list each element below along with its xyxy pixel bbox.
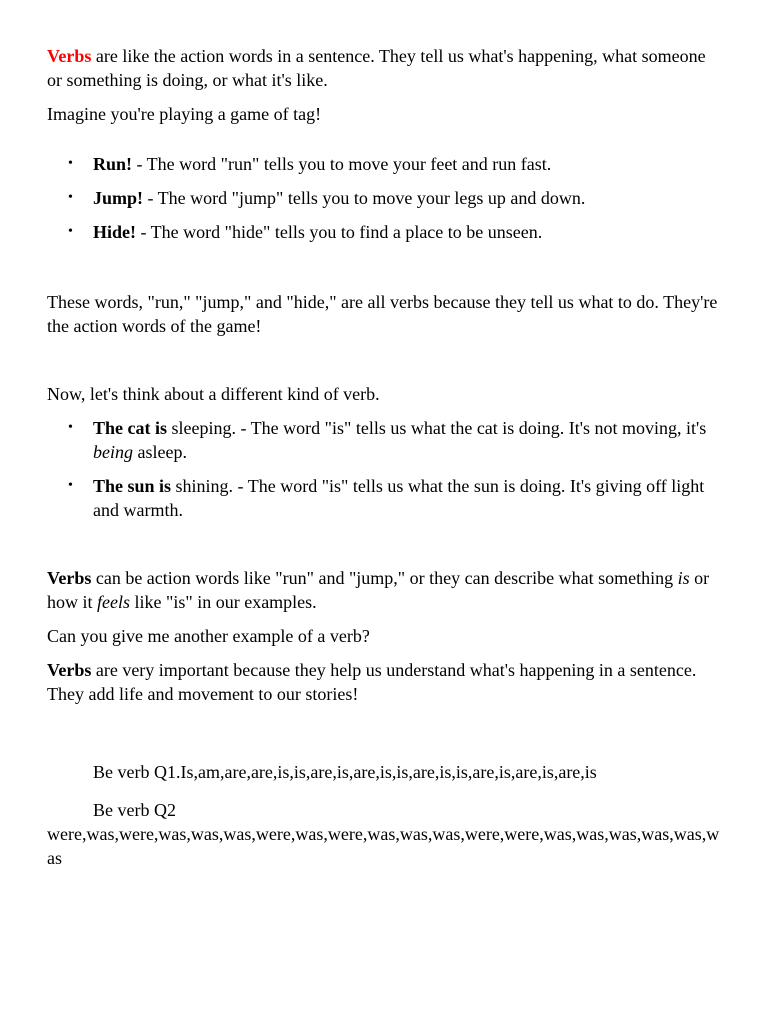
action-summary: These words, "run," "jump," and "hide," are all verbs because they tell us what to do. They're the action words of the game! (47, 292, 718, 336)
list-item-text: - The word "hide" tells you to find a place to be unseen. (136, 222, 543, 242)
question: Can you give me another example of a verb? (47, 626, 370, 646)
importance-paragraph (47, 658, 722, 706)
list-item (47, 474, 722, 522)
list-item-bold: The cat is (93, 418, 167, 438)
list-item-bold: Hide! (93, 222, 136, 242)
intro-text: are like the action words in a sentence. They tell us what's happening, what someone or something is doing, or what it's like. (47, 46, 706, 90)
answers-q2-label: Be verb Q2 (93, 800, 176, 820)
list-item (47, 416, 722, 464)
list-item (47, 152, 722, 176)
importance-term: Verbs (47, 660, 92, 680)
list-item-text: sleeping. - The word "is" tells us what the cat is doing. It's not moving, it's (167, 418, 707, 438)
list-item-bold: Jump! (93, 188, 144, 208)
verbs-describe-term: Verbs (47, 568, 92, 588)
importance-text: are very important because they help us understand what's happening in a sentence. They add life and movement to our stories! (47, 660, 697, 704)
list-item-italic: being (93, 442, 133, 462)
answers-q1: Be verb Q1.Is,am,are,are,is,is,are,is,are,is,is,are,is,is,are,is,are,is,are,is (93, 762, 597, 782)
list-item-text: - The word "run" tells you to move your feet and run fast. (132, 154, 552, 174)
verbs-describe-italic-feels: feels (97, 592, 131, 612)
verbs-describe-paragraph (47, 566, 722, 614)
verbs-describe-text-3: like "is" in our examples. (130, 592, 317, 612)
verbs-describe-italic-is: is (677, 568, 690, 588)
different-kind-intro: Now, let's think about a different kind of verb. (47, 384, 380, 404)
list-item-bold: Run! (93, 154, 133, 174)
verbs-describe-text-2: or how it (47, 568, 710, 612)
intro-term: Verbs (47, 46, 92, 66)
tag-intro: Imagine you're playing a game of tag! (47, 104, 322, 124)
list-item-text-end: asleep. (133, 442, 187, 462)
answers-q2-values: were,was,were,was,was,was,were,was,were,was,was,was,were,were,was,was,was,was,was,was (47, 824, 720, 868)
list-item-text: - The word "jump" tells you to move your legs up and down. (143, 188, 586, 208)
intro-paragraph (47, 44, 722, 92)
list-item-text: shining. - The word "is" tells us what the sun is doing. It's giving off light and warmth. (93, 476, 705, 520)
list-item-bold: The sun is (93, 476, 172, 496)
being-list (47, 416, 722, 522)
list-item (47, 220, 722, 244)
verbs-describe-text: can be action words like "run" and "jump," or they can describe what something (91, 568, 678, 588)
action-list (47, 152, 722, 244)
list-item (47, 186, 722, 210)
